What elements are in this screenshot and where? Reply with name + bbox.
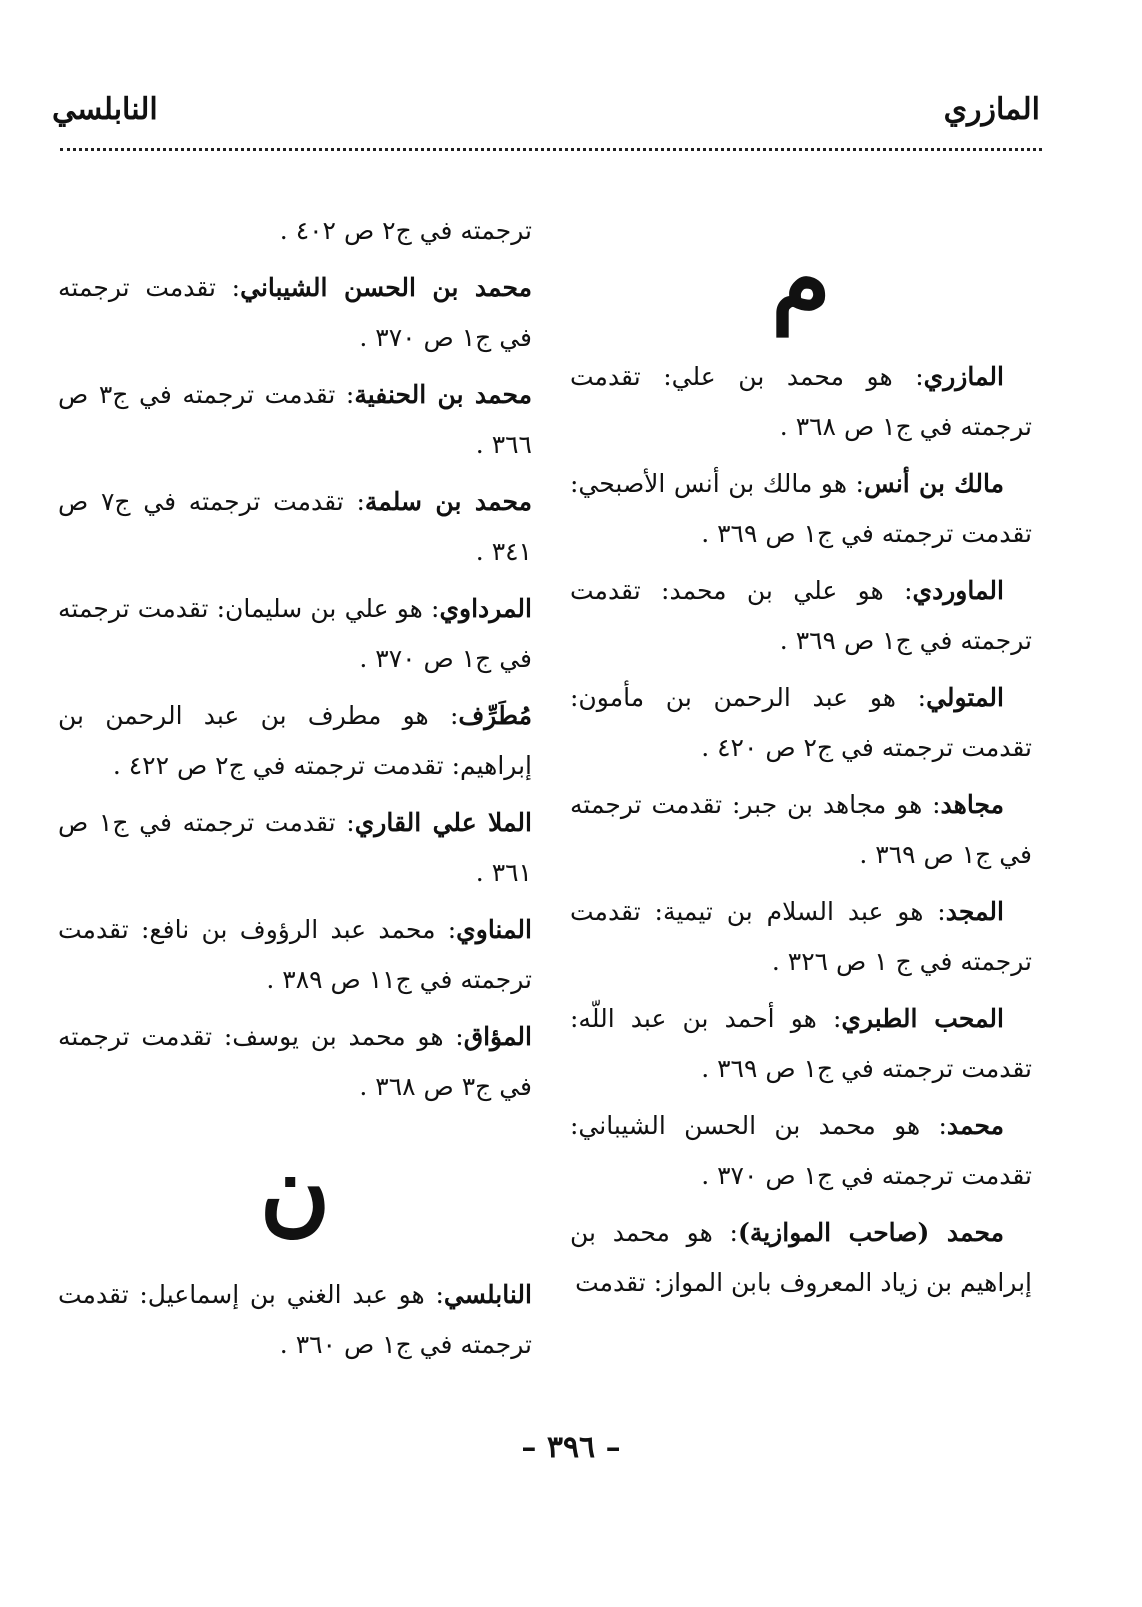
entry-text: : هو علي بن محمد: تقدمت ترجمته في ج١ ص ٣٦٩ .: [570, 576, 1032, 655]
index-entry: [58, 691, 532, 791]
index-entry: [58, 1270, 532, 1370]
entry-text: : هو أحمد بن عبد اللّه: تقدمت ترجمته في ج١ ص ٣٦٩ .: [570, 1004, 1032, 1083]
running-head-right: المازري: [943, 92, 1040, 127]
header-dotted-rule: [60, 148, 1042, 151]
index-entry: [570, 780, 1032, 880]
entry-term: المناوي: [456, 915, 532, 944]
entry-text: : هو مطرف بن عبد الرحمن بن إبراهيم: تقدمت ترجمته في ج٢ ص ٤٢٢ .: [58, 701, 532, 780]
entry-term: محمد بن الحسن الشيباني: [240, 273, 532, 302]
entry-term: المرداوي: [439, 594, 532, 623]
index-entry: [58, 584, 532, 684]
section-letter-nun: ن: [259, 1133, 331, 1246]
entry-term: مجاهد: [940, 790, 1004, 819]
entry-text: : هو علي بن سليمان: تقدمت ترجمته في ج١ ص ٣٧٠ .: [58, 594, 532, 673]
entry-text: : هو محمد بن الحسن الشيباني: تقدمت ترجمته في ج١ ص ٣٧٠ .: [570, 1111, 1032, 1190]
index-entry: [570, 887, 1032, 987]
index-entry: [570, 1208, 1032, 1308]
index-entry: [570, 566, 1032, 666]
continuation-line: ترجمته في ج٢ ص ٤٠٢ .: [279, 216, 532, 245]
entry-text: : هو عبد الرحمن بن مأمون: تقدمت ترجمته في ج٢ ص ٤٢٠ .: [570, 683, 1032, 762]
index-entry: [58, 370, 532, 470]
entry-text: : تقدمت ترجمته في ج١ ص ٣٦١ .: [58, 808, 532, 887]
entry-term: محمد (صاحب الموازية): [737, 1218, 1004, 1247]
entry-text: : هو محمد بن يوسف: تقدمت ترجمته في ج٣ ص ٣٦٨ .: [58, 1022, 532, 1101]
right-column: [570, 206, 1032, 1315]
left-column: [58, 206, 532, 1377]
entry-text: : تقدمت ترجمته في ج٣ ص ٣٦٦ .: [58, 380, 532, 459]
index-entry: [58, 477, 532, 577]
entry-term: المازري: [923, 362, 1004, 391]
index-entry: [58, 1012, 532, 1112]
entry-text: : هو محمد بن إبراهيم بن زياد المعروف بابن المواز: تقدمت: [570, 1218, 1032, 1297]
entry-term: مُطَرِّف: [458, 701, 532, 730]
entry-text: : هو عبد الغني بن إسماعيل: تقدمت ترجمته في ج١ ص ٣٦٠ .: [58, 1280, 532, 1359]
entry-term: محمد بن سلمة: [364, 487, 532, 516]
entry-text: : هو عبد السلام بن تيمية: تقدمت ترجمته في ج ١ ص ٣٢٦ .: [570, 897, 1032, 976]
index-entry: [570, 352, 1032, 452]
entry-text: : هو مجاهد بن جبر: تقدمت ترجمته في ج١ ص ٣٦٩ .: [570, 790, 1032, 869]
index-entry: [58, 263, 532, 363]
index-entry: [570, 673, 1032, 773]
entry-term: المتولي: [926, 683, 1004, 712]
entry-text: : هو مالك بن أنس الأصبحي: تقدمت ترجمته في ج١ ص ٣٦٩ .: [570, 469, 1032, 548]
entry-term: محمد بن الحنفية: [354, 380, 533, 409]
index-entry: [58, 798, 532, 898]
entry-text: : محمد عبد الرؤوف بن نافع: تقدمت ترجمته في ج١١ ص ٣٨٩ .: [58, 915, 532, 994]
index-entry: [570, 459, 1032, 559]
entry-term: المجد: [945, 897, 1004, 926]
entry-text: : هو محمد بن علي: تقدمت ترجمته في ج١ ص ٣٦٨ .: [570, 362, 1032, 441]
entry-term: المحب الطبري: [841, 1004, 1004, 1033]
entry-text: : تقدمت ترجمته في ج٧ ص ٣٤١ .: [58, 487, 532, 566]
entry-term: الماوردي: [912, 576, 1004, 605]
entry-term: النابلسي: [443, 1280, 532, 1309]
entry-term: الملا علي القاري: [354, 808, 532, 837]
entry-term: المؤاق: [463, 1022, 532, 1051]
entry-term: مالك بن أنس: [863, 469, 1004, 498]
page-number: – ٣٩٦ –: [521, 1430, 621, 1465]
entry-term: محمد: [946, 1111, 1004, 1140]
entry-text: : تقدمت ترجمته في ج١ ص ٣٧٠ .: [58, 273, 532, 352]
index-entry: [570, 1101, 1032, 1201]
running-head-left: النابلسي: [52, 92, 158, 127]
index-entry: [58, 905, 532, 1005]
section-letter-mim: م: [771, 223, 831, 336]
index-entry: [570, 994, 1032, 1094]
